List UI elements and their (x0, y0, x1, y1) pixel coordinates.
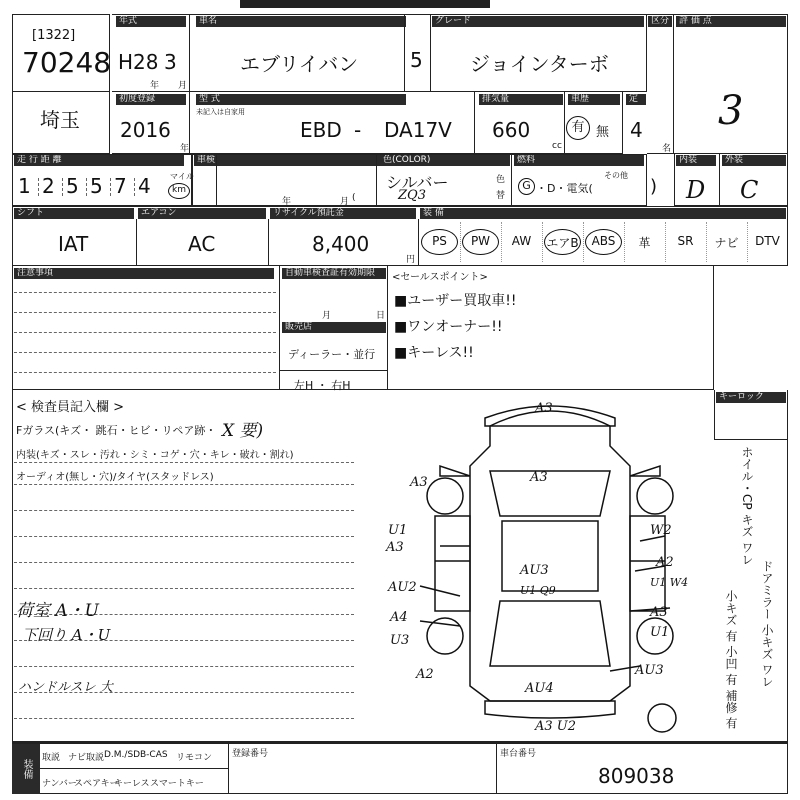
fuel-rest: ・D・電気( (536, 182, 593, 195)
equipment-header: 装 備 (420, 208, 786, 219)
insp-paren: ( (352, 193, 356, 203)
transmission-header: シフト (14, 208, 134, 219)
inspector-line (14, 484, 354, 485)
label-u1w4-right: U1 W4 (650, 576, 689, 589)
month-mark: 月 (178, 81, 188, 91)
right-vertical-3: ドアミラー 小キズ ワレ (760, 560, 774, 688)
sales-type-header: 販売店 (282, 322, 386, 333)
equipment-circle (585, 229, 622, 255)
divider (280, 370, 388, 371)
inspection-header: 車検 (194, 155, 384, 166)
label-au3-right-rear: AU3 (635, 663, 664, 678)
label-a2-left-rear: A2 (416, 667, 434, 682)
label-w2-right: W2 (650, 523, 672, 538)
first-reg-year: 2016 (120, 118, 171, 142)
equipment-item: DTV (755, 234, 780, 248)
equipment-item: PS (432, 234, 447, 248)
lot-code: [1322] (32, 28, 76, 43)
interior-score: D (686, 176, 706, 204)
footer-divider (40, 768, 228, 769)
mileage-digit: 2 (42, 174, 55, 198)
notes-line (14, 372, 276, 373)
label-a3u2-rear: A3 U2 (535, 719, 577, 734)
footer-item-bottom: ナンバー (42, 779, 77, 789)
chassis-number: 809038 (598, 764, 675, 788)
seats-mark: 名 (662, 144, 672, 154)
inspector-line (14, 510, 354, 511)
divider (496, 744, 497, 794)
inspector-line (14, 718, 354, 719)
seats: 4 (630, 118, 643, 142)
mileage-digit: 4 (138, 174, 151, 198)
notes-line (14, 312, 276, 313)
mileage-divider (110, 178, 111, 196)
fuel-close-paren: ) (650, 176, 658, 197)
shift-header: 区分 (648, 16, 672, 27)
sales-point-1: ■ユーザー買取車!! (394, 293, 517, 309)
grade-header: グレード (432, 16, 644, 27)
label-au2-left: AU2 (388, 580, 417, 595)
divider (228, 744, 229, 794)
recycle-header: リサイクル預託金 (270, 208, 416, 219)
aircon-header: エアコン (138, 208, 266, 219)
first-reg-year-mark: 年 (180, 144, 190, 154)
other-label: その他 (604, 171, 628, 180)
inspector-line (14, 562, 354, 563)
lot-number: 70248 (22, 46, 112, 79)
car-name-header: 車名 (196, 16, 406, 27)
chassis-label: 車台番号 (500, 749, 537, 759)
notes-line (14, 292, 276, 293)
mileage-header: 走 行 距 離 (14, 155, 184, 166)
keyrock-box (714, 390, 788, 440)
mile-label: マイル (170, 172, 194, 181)
model-month: 3 (164, 50, 177, 74)
equipment-divider (747, 222, 748, 262)
color-value: シルバー (386, 173, 449, 192)
insp-year-mark: 年 (282, 197, 292, 207)
footer-item-top: B-CAS (140, 750, 168, 760)
car-name: エブリイバン (240, 52, 359, 76)
sales-point-3: ■キーレス!! (394, 345, 474, 361)
mileage-divider (134, 178, 135, 196)
reg-label: 登録番号 (232, 749, 269, 759)
inspector-title: < 検査員記入欄 > (16, 400, 125, 415)
label-u1-right: U1 (650, 625, 670, 640)
equipment-divider (542, 222, 543, 262)
year-header: 年式 (116, 16, 186, 27)
mileage-digit: 1 (18, 174, 31, 198)
footer-item-top: ナビ取説 (68, 753, 105, 763)
exterior-score: C (740, 176, 759, 204)
color-header: 色(COLOR) (380, 155, 510, 166)
score-header: 評 価 点 (676, 16, 786, 27)
footer-item-top: リモコン (176, 753, 213, 763)
car-diagram (380, 396, 720, 742)
label-au4-rear: AU4 (525, 681, 554, 696)
inspection-due-header: 自動車検査証有効期限 (282, 268, 386, 279)
equipment-circle (462, 229, 499, 255)
first-reg-header: 初度登録 (116, 94, 186, 105)
notes-line (14, 332, 276, 333)
footer-item-bottom: スペアキー (74, 779, 119, 789)
mileage-digit: 5 (66, 174, 79, 198)
aircon: AC (188, 232, 216, 256)
has-circle: 有 (566, 116, 590, 140)
score-value: 3 (718, 88, 744, 134)
sales-point-2: ■ワンオーナー!! (394, 319, 503, 335)
label-u3-left: U3 (390, 633, 410, 648)
insp-month-mark: 月 (340, 197, 350, 207)
inspection-box (192, 154, 217, 206)
inspector-line-3: オーディオ(無し・穴)/タイヤ(スタッドレス) (16, 472, 214, 483)
due-day-mark: 日 (376, 311, 386, 321)
shift-box (647, 14, 674, 154)
mileage-divider (38, 178, 39, 196)
grade: ジョインターボ (470, 52, 609, 76)
divider (268, 219, 269, 266)
label-a3-left-fender: A3 (410, 475, 428, 490)
steering: 左H ・ 右H (294, 379, 351, 392)
footer-side-label: 装備 (12, 744, 40, 794)
color-handwritten: ZQ3 (398, 188, 426, 203)
label-a3-left-door: A3 (386, 540, 404, 555)
hand-note-1: 荷室 A・U (16, 601, 100, 621)
none-label: 無 (596, 125, 610, 140)
top-title-strip (240, 0, 490, 8)
inspector-line (14, 462, 354, 463)
label-u1-left: U1 (388, 523, 408, 538)
equipment-item: エアB (546, 236, 579, 250)
label-u1q9-roof: U1 Q9 (520, 584, 556, 597)
model-code: DA17V (384, 118, 452, 142)
model-code-header: 型 式 (196, 94, 406, 105)
inspector-line-1-hand: X 要) (222, 421, 264, 441)
equipment-item: AW (511, 234, 532, 248)
color-mark-a: 色 (496, 175, 506, 185)
displacement: 660 (492, 118, 531, 142)
label-au3-roof: AU3 (520, 563, 549, 578)
label-a3-front: A3 (535, 401, 553, 416)
label-a3-hood: A3 (530, 470, 548, 485)
hand-note-2: 下回り A・U (22, 626, 111, 644)
private-note: 未記入は自家用 (196, 108, 245, 116)
inspector-line (14, 588, 354, 589)
inspector-line-2: 内装(キズ・スレ・汚れ・シミ・コゲ・穴・キレ・破れ・割れ) (16, 450, 294, 461)
year-mark: 年 (150, 81, 160, 91)
footer-item-top: D.M./SD (104, 750, 141, 760)
divider (136, 219, 137, 266)
km-circle: km (168, 183, 190, 199)
region: 埼玉 (40, 108, 80, 132)
model-code-dash: - (354, 118, 362, 142)
model-year: H28 (118, 50, 159, 74)
label-a3-right: A3 (650, 605, 668, 620)
doors: 5 (410, 48, 423, 72)
equipment-divider (501, 222, 502, 262)
equipment-item: SR (677, 234, 694, 248)
equipment-divider (706, 222, 707, 262)
due-month-mark: 月 (322, 311, 332, 321)
label-a2-right: A2 (656, 555, 674, 570)
equipment-divider (460, 222, 461, 262)
exterior-header: 外装 (722, 155, 786, 166)
footer-item-bottom: キーレス (114, 779, 150, 789)
mileage-digit: 5 (90, 174, 103, 198)
seats-header: 定 (626, 94, 646, 105)
mileage-digit: 7 (114, 174, 127, 198)
mileage-divider (86, 178, 87, 196)
equipment-circle (544, 229, 581, 255)
equipment-item: 革 (638, 236, 651, 250)
color-mark-b: 替 (496, 191, 506, 201)
sales-points-header: <セールスポイント> (392, 272, 488, 283)
equipment-circle (421, 229, 458, 255)
rental-header: 車歴 (568, 94, 620, 105)
interior-header: 内装 (676, 155, 716, 166)
cc-mark: cc (552, 141, 562, 151)
label-a4-left: A4 (390, 610, 408, 625)
displacement-header: 排気量 (479, 94, 563, 105)
equipment-divider (583, 222, 584, 262)
right-vertical-2: 小キズ 有 小凹 有 補修 有 (724, 590, 738, 730)
fuel-header: 燃料 (514, 155, 644, 166)
inspector-line (14, 666, 354, 667)
recycle-fee: 8,400 (312, 232, 370, 256)
notes-header: 注意事項 (14, 268, 274, 279)
footer-item-top: 取説 (42, 753, 61, 763)
fuel-g-circle: G (518, 178, 535, 195)
inspector-line (14, 536, 354, 537)
mileage-divider (62, 178, 63, 196)
transmission: IAT (58, 232, 89, 256)
hand-note-3: ハンドルスレ 大 (18, 680, 113, 695)
sales-type: ディーラー・並行 (288, 348, 376, 361)
inspector-line-1: Fガラス(キズ・ 跳石・ヒビ・リペア跡・ (16, 424, 217, 437)
equipment-divider (665, 222, 666, 262)
model-code-prefix: EBD (300, 118, 342, 142)
equipment-divider (624, 222, 625, 262)
keyrock-header: キーロック (716, 392, 786, 403)
footer-item-bottom: スマートキー (150, 779, 204, 789)
right-vertical-1: ホイル・CP キズ ワレ (740, 446, 754, 566)
notes-line (14, 352, 276, 353)
equipment-item: PW (470, 234, 491, 248)
equipment-item: ABS (591, 234, 616, 248)
yen-mark: 円 (406, 255, 416, 265)
equipment-item: ナビ (714, 236, 739, 250)
